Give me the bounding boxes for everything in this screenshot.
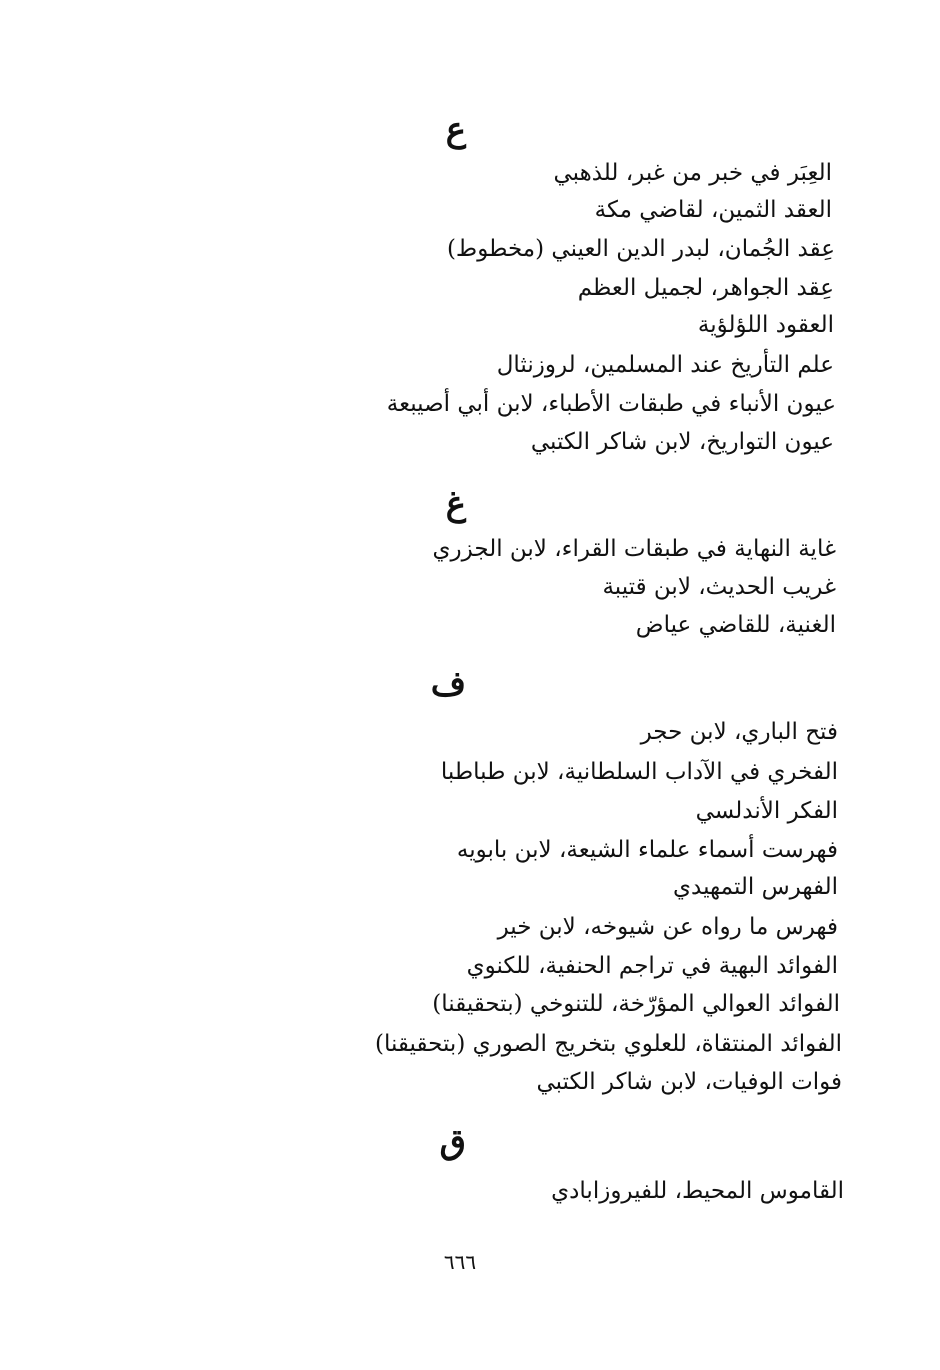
index-entry: الفكر الأندلسي xyxy=(695,798,838,824)
index-entry: فوات الوفيات، لابن شاكر الكتبي xyxy=(536,1069,842,1095)
page-number: ٦٦٦ xyxy=(443,1250,477,1274)
index-entry: العقود اللؤلؤية xyxy=(697,312,834,338)
index-entry: الفوائد العوالي المؤرّخة، للتنوخي (بتحقيقنا) xyxy=(432,991,840,1017)
index-entry: غريب الحديث، لابن قتيبة xyxy=(602,574,836,600)
index-entry: عيون الأنباء في طبقات الأطباء، لابن أبي أصيبعة xyxy=(386,391,836,417)
index-entry: القاموس المحيط، للفيروزابادي xyxy=(551,1178,844,1204)
index-entry: عِقد الجواهر، لجميل العظم xyxy=(577,275,834,301)
index-entry: الفوائد المنتقاة، للعلوي بتخريج الصوري (بتحقيقنا) xyxy=(375,1031,842,1057)
index-entry: الفهرس التمهيدي xyxy=(673,874,838,900)
section-letter-ain: ع xyxy=(445,110,466,150)
index-entry: العِبَر في خبر من غبر، للذهبي xyxy=(553,160,832,186)
index-entry: غاية النهاية في طبقات القراء، لابن الجزري xyxy=(432,536,836,562)
section-letter-qaf: ق xyxy=(439,1122,466,1162)
index-entry: الفوائد البهية في تراجم الحنفية، للكنوي xyxy=(466,953,838,979)
index-entry: فتح الباري، لابن حجر xyxy=(640,719,838,745)
section-letter-ghain: غ xyxy=(445,484,466,524)
index-entry: فهرست أسماء علماء الشيعة، لابن بابويه xyxy=(456,837,838,863)
index-entry: عِقد الجُمان، لبدر الدين العيني (مخطوط) xyxy=(446,236,835,262)
section-letter-fa: ف xyxy=(430,664,466,704)
index-entry: الفخري في الآداب السلطانية، لابن طباطبا xyxy=(440,759,838,785)
index-entry: فهرس ما رواه عن شيوخه، لابن خير xyxy=(497,914,838,940)
index-entry: العقد الثمين، لقاضي مكة xyxy=(594,197,832,223)
index-entry: الغنية، للقاضي عياض xyxy=(635,612,836,638)
index-entry: عيون التواريخ، لابن شاكر الكتبي xyxy=(530,429,834,455)
index-entry: علم التأريخ عند المسلمين، لروزنثال xyxy=(496,352,834,378)
